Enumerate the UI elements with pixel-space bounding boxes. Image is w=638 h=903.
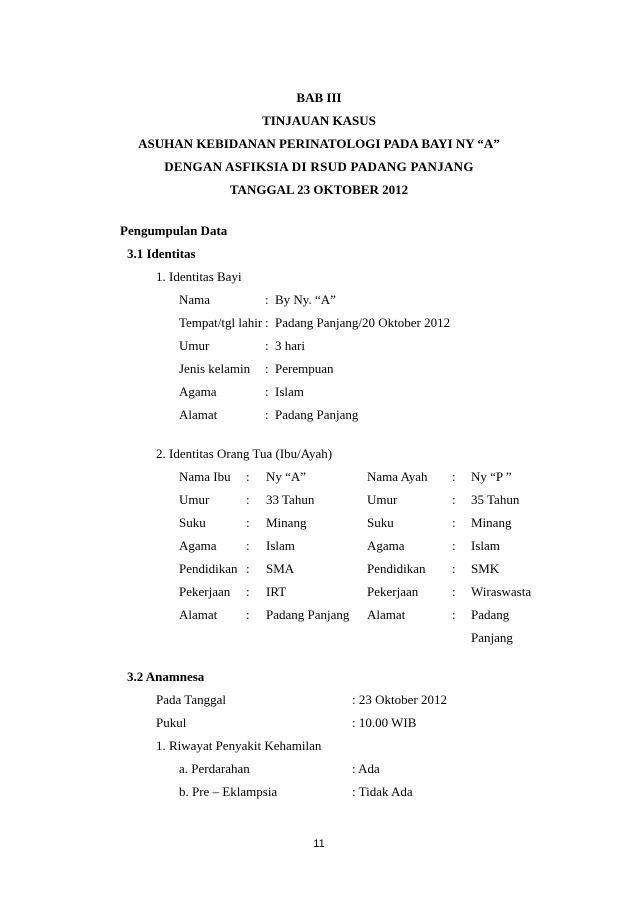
anamnesa-heading: 3.2 Anamnesa <box>127 669 205 684</box>
ayah-sep: : <box>452 538 456 553</box>
chapter-heading: BAB III <box>296 90 342 105</box>
bayi-value: 3 hari <box>275 338 305 353</box>
ibu-value: Minang <box>266 515 307 530</box>
bayi-value: Padang Panjang <box>275 407 359 422</box>
ayah-value: SMK <box>471 561 500 576</box>
ibu-value: 33 Tahun <box>266 492 315 507</box>
page-number: 11 <box>313 838 325 850</box>
ayah-value: Padang <box>471 607 510 622</box>
ayah-value: Minang <box>471 515 512 530</box>
ayah-sep: : <box>452 492 456 507</box>
bayi-label: Tempat/tgl lahir <box>179 315 263 330</box>
ayah-label: Suku <box>367 515 394 530</box>
bayi-value: Padang Panjang/20 Oktober 2012 <box>275 315 451 330</box>
ibu-sep: : <box>246 492 250 507</box>
bayi-label: Jenis kelamin <box>179 361 251 376</box>
ayah-value: Wiraswasta <box>471 584 532 599</box>
bayi-value: By Ny. “A” <box>275 292 336 307</box>
bayi-sep: : <box>265 315 269 330</box>
ayah-sep: : <box>452 561 456 576</box>
ibu-sep: : <box>246 584 250 599</box>
ayah-value: Islam <box>471 538 500 553</box>
ibu-value: IRT <box>266 584 287 599</box>
ibu-label: Umur <box>179 492 210 507</box>
identitas-orang-tua-heading: 2. Identitas Orang Tua (Ibu/Ayah) <box>156 446 333 461</box>
ibu-label: Agama <box>179 538 217 553</box>
ibu-sep: : <box>246 469 250 484</box>
ayah-label: Alamat <box>367 607 406 622</box>
riwayat-item-value: : Tidak Ada <box>352 784 413 799</box>
ayah-value: Ny “P ” <box>471 469 512 484</box>
document-title-line-1: ASUHAN KEBIDANAN PERINATOLOGI PADA BAYI NY “A” <box>138 136 500 151</box>
bayi-value: Islam <box>275 384 304 399</box>
ayah-label: Pekerjaan <box>367 584 419 599</box>
ayah-sep: : <box>452 584 456 599</box>
ayah-alamat-continuation: Panjang <box>471 630 513 645</box>
ibu-label: Suku <box>179 515 206 530</box>
ibu-value: Padang Panjang <box>266 607 350 622</box>
riwayat-item-label: a. Perdarahan <box>179 761 250 776</box>
riwayat-heading: 1. Riwayat Penyakit Kehamilan <box>156 738 322 753</box>
ibu-value: Islam <box>266 538 295 553</box>
ibu-label: Alamat <box>179 607 218 622</box>
ayah-sep: : <box>452 607 456 622</box>
ibu-sep: : <box>246 607 250 622</box>
ayah-label: Agama <box>367 538 405 553</box>
ayah-value: 35 Tahun <box>471 492 520 507</box>
ayah-sep: : <box>452 515 456 530</box>
bayi-sep: : <box>265 384 269 399</box>
tanggal-label: Pada Tanggal <box>156 692 226 707</box>
bayi-label: Nama <box>179 292 211 307</box>
bayi-sep: : <box>265 361 269 376</box>
ayah-label: Pendidikan <box>367 561 426 576</box>
bayi-label: Umur <box>179 338 210 353</box>
bayi-label: Agama <box>179 384 217 399</box>
document-title-line-3: TANGGAL 23 OKTOBER 2012 <box>229 182 409 197</box>
identitas-bayi-heading: 1. Identitas Bayi <box>156 269 242 284</box>
bayi-sep: : <box>265 407 269 422</box>
ibu-sep: : <box>246 515 250 530</box>
pengumpulan-data-heading: Pengumpulan Data <box>120 223 228 238</box>
ibu-sep: : <box>246 561 250 576</box>
riwayat-item-label: b. Pre – Eklampsia <box>179 784 278 799</box>
ayah-label: Umur <box>367 492 398 507</box>
ibu-value: Ny “A” <box>266 469 307 484</box>
pukul-value: : 10.00 WIB <box>352 715 417 730</box>
bayi-sep: : <box>265 292 269 307</box>
bayi-value: Perempuan <box>275 361 334 376</box>
identitas-heading: 3.1 Identitas <box>127 246 196 261</box>
section-title: TINJAUAN KASUS <box>262 113 376 128</box>
bayi-label: Alamat <box>179 407 218 422</box>
ayah-sep: : <box>452 469 456 484</box>
ibu-value: SMA <box>266 561 295 576</box>
ibu-label: Nama Ibu <box>179 469 231 484</box>
bayi-sep: : <box>265 338 269 353</box>
ibu-label: Pekerjaan <box>179 584 231 599</box>
tanggal-value: : 23 Oktober 2012 <box>352 692 447 707</box>
riwayat-item-value: : Ada <box>352 761 380 776</box>
ayah-label: Nama Ayah <box>367 469 428 484</box>
document-title-line-2: DENGAN ASFIKSIA DI RSUD PADANG PANJANG <box>164 159 474 174</box>
pukul-label: Pukul <box>156 715 187 730</box>
ibu-sep: : <box>246 538 250 553</box>
ibu-label: Pendidikan <box>179 561 238 576</box>
